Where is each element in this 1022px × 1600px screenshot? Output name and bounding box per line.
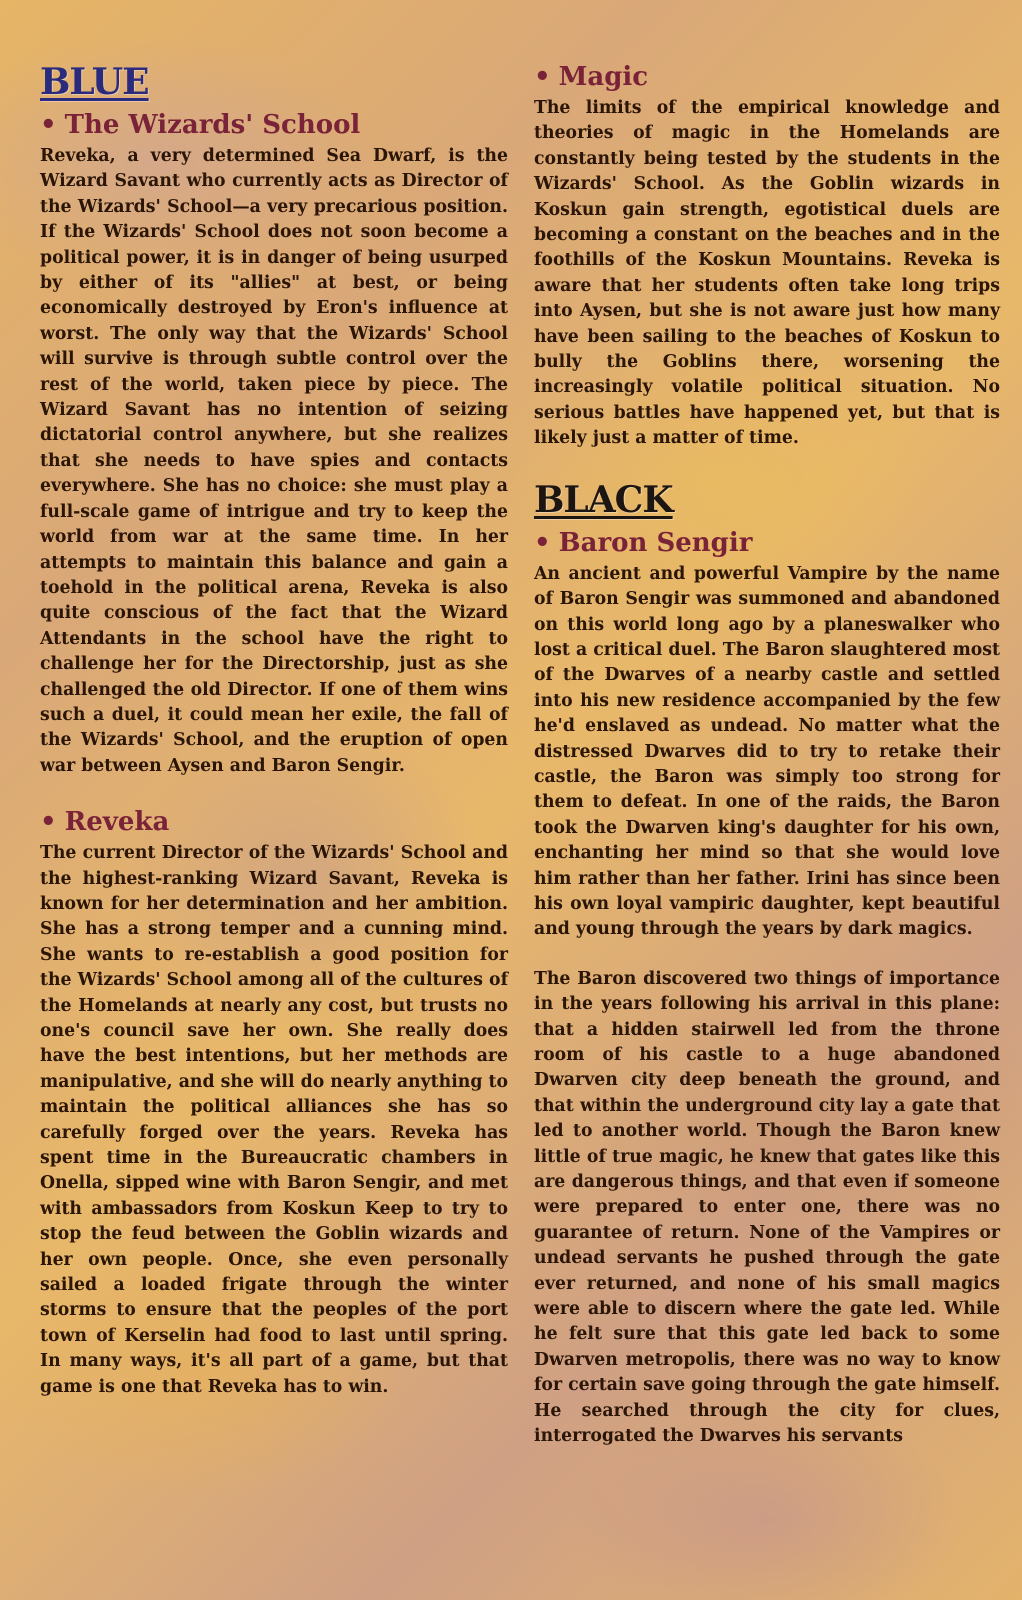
heading-baron-sengir — [534, 524, 1000, 562]
heading-reveka-text: Reveka — [64, 807, 170, 838]
bullet-icon: • — [534, 527, 551, 558]
bullet-icon: • — [534, 62, 551, 92]
heading-magic — [534, 58, 1000, 96]
heading-wizards-school-text: The Wizards' School — [64, 110, 361, 140]
heading-reveka — [40, 803, 508, 841]
section-title-black: BLACK — [534, 478, 673, 521]
paragraph-magic: The limits of the empirical knowledge and theories of magic in the Homelands are constantly being tested by the students in the Wizards' School. As the Goblin wizards in Koskun gain strength, egotistical duels are becoming a constant on the beaches and in the foothills of the Koskun Mountains. Reveka is aware that her students often take long trips into Aysen, but she is not aware just how many have been sailing to the beaches of Koskun to bully the Goblins there, worsening the increasingly volatile political situation. No serious battles have happened yet, but that is likely just a matter of time. — [534, 98, 1000, 449]
section-title-blue: BLUE — [40, 61, 149, 103]
heading-magic-text: Magic — [558, 62, 649, 92]
paragraph-baron-sengir-2: The Baron discovered two things of importance in the years following his arrival in this plane: that a hidden stairwell led from the throne room of his castle to a huge abandoned Dwarven city deep beneath the ground, and that within the underground city lay a gate that led to another world. Though the Baron knew little of true magic, he knew that gates like this are dangerous things, and that even if someone were prepared to enter one, there was no guarantee of return. None of the Vampires or undead servants he pushed through the gate ever returned, and none of his small magics were able to discern where the gate led. While he felt sure that this gate led back to some Dwarven metropolis, there was no way to know for certain save going through the gate himself. He searched through the city for clues, interrogated the Dwarves his servants — [534, 968, 1000, 1447]
left-column — [40, 58, 508, 1400]
heading-wizards-school — [40, 106, 508, 144]
paragraph-reveka: The current Director of the Wizards' School and the highest-ranking Wizard Savant, Reveka is known for her determination and her ambition. She has a strong temper and a cunning mind. She wants to re-establish a good position for the Wizards' School among all of the cultures of the Homelands at nearly any cost, but trusts no one's council save her own. She really does have the best intentions, but her methods are manipulative, and she will do nearly anything to maintain the political alliances she has so carefully forged over the years. Reveka has spent time in the Bureaucratic chambers in Onella, sipped wine with Baron Sengir, and met with ambassadors from Koskun Keep to try to stop the feud between the Goblin wizards and her own people. Once, she even personally sailed a loaded frigate through the winter storms to ensure that the peoples of the port town of Kerselin had food to last until spring. In many ways, it's all part of a game, but that game is one that Reveka has to win. — [40, 843, 508, 1397]
right-column — [534, 58, 1000, 1450]
heading-baron-sengir-text: Baron Sengir — [558, 527, 753, 558]
paragraph-wizards-school: Reveka, a very determined Sea Dwarf, is the Wizard Savant who currently acts as Director of the Wizards' School—a very precarious position. If the Wizards' School does not soon become a political power, it is in danger of being usurped by either of its "allies" at best, or being economically destroyed by Eron's influence at worst. The only way that the Wizards' School will survive is through subtle control over the rest of the world, taken piece by piece. The Wizard Savant has no intention of seizing dictatorial control anywhere, but she realizes that she needs to have spies and contacts everywhere. She has no choice: she must play a full-scale game of intrigue and try to keep the world from war at the same time. In her attempts to maintain this balance and gain a toehold in the political arena, Reveka is also quite conscious of the fact that the Wizard Attendants in the school have the right to challenge her for the Directorship, just as she challenged the old Director. If one of them wins such a duel, it could mean her exile, the fall of the Wizards' School, and the eruption of open war between Aysen and Baron Sengir. — [40, 146, 508, 776]
bullet-icon: • — [40, 807, 57, 838]
bullet-icon: • — [40, 110, 57, 140]
paragraph-baron-sengir-1: An ancient and powerful Vampire by the name of Baron Sengir was summoned and abandoned on this world long ago by a planeswalker who lost a critical duel. The Baron slaughtered most of the Dwarves of a nearby castle and settled into his new residence accompanied by the few he'd enslaved as undead. No matter what the distressed Dwarves did to try to retake their castle, the Baron was simply too strong for them to defeat. In one of the raids, the Baron took the Dwarven king's daughter for his own, enchanting her mind so that she would love him rather than her father. Irini has since been his own loyal vampiric daughter, kept beautiful and young through the years by dark magics. — [534, 563, 1000, 940]
